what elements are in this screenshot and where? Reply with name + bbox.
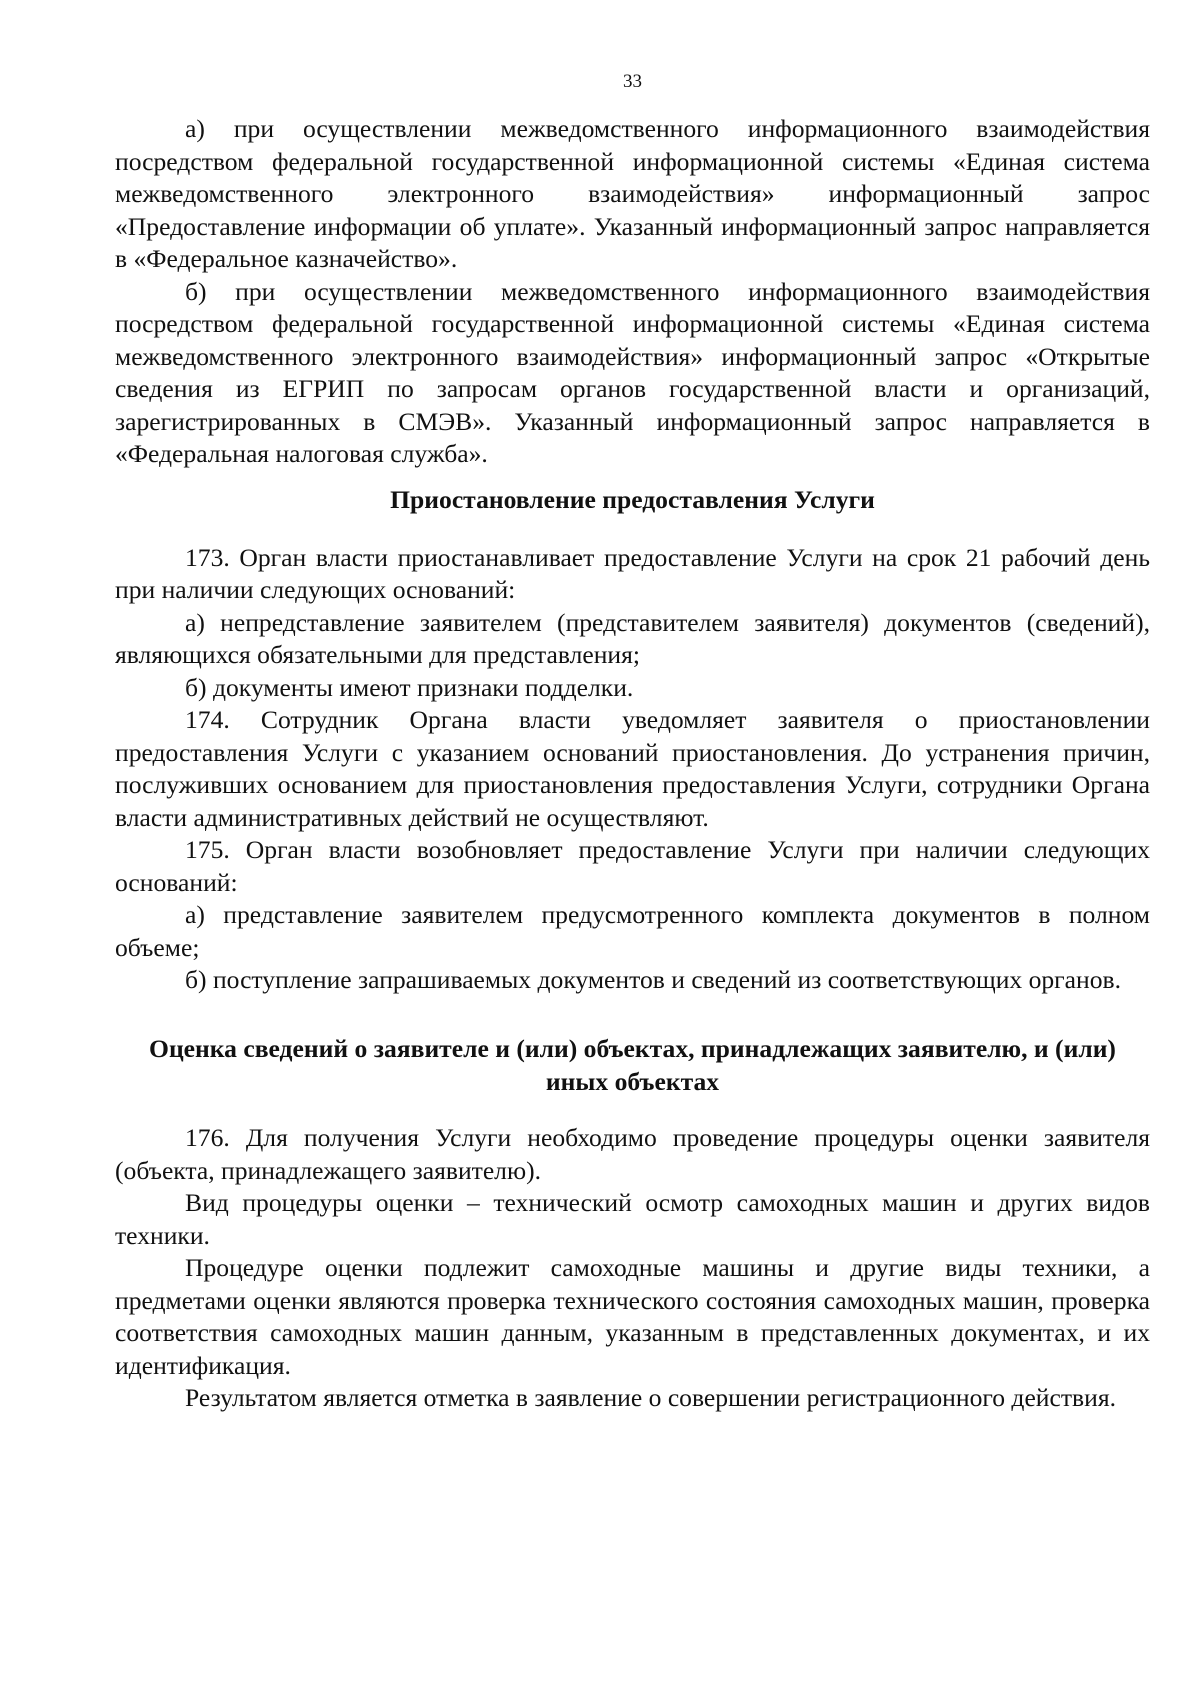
paragraph-assessment-subject: Процедуре оценки подлежит самоходные машины и другие виды техники, а предметами оценки являются проверка технического состояния самоходных машин, проверка соответствия самоходных машин данным, указанным в представленных документах, и их идентификация. bbox=[115, 1253, 1150, 1380]
section-interagency-requests bbox=[115, 113, 1150, 471]
paragraph-174: 174. Сотрудник Органа власти уведомляет заявителя о приостановлении предоставления Услуги с указанием оснований приостановления. До устранения причин, послуживших основанием для приостановления предоставления Услуги, сотрудники Органа власти административных действий не осуществляют. bbox=[115, 705, 1150, 832]
paragraph-173-a: а) непредставление заявителем (представителем заявителя) документов (сведений), являющихся обязательными для представления; bbox=[115, 607, 1150, 669]
paragraph-173: 173. Орган власти приостанавливает предоставление Услуги на срок 21 рабочий день при наличии следующих оснований: bbox=[115, 542, 1150, 604]
heading-suspension: Приостановление предоставления Услуги bbox=[390, 485, 875, 514]
paragraph-assessment-type: Вид процедуры оценки – технический осмотр самоходных машин и других видов техники. bbox=[115, 1188, 1150, 1250]
section-applicant-assessment bbox=[115, 1033, 1150, 1415]
paragraph-173-b: б) документы имеют признаки подделки. bbox=[185, 672, 634, 702]
heading-applicant-assessment: Оценка сведений о заявителе и (или) объектах, принадлежащих заявителю, и (или) иных объектах bbox=[149, 1034, 1116, 1096]
page-number: 33 bbox=[623, 71, 642, 92]
paragraph-a-treasury-request: а) при осуществлении межведомственного информационного взаимодействия посредством федеральной государственной информационной системы «Единая система межведомственного электронного взаимодействия» информационный запрос «Предоставление информации об уплате». Указанный информационный запрос направляется в «Федеральное казначейство». bbox=[115, 114, 1150, 273]
paragraph-175-a: а) представление заявителем предусмотренного комплекта документов в полном объеме; bbox=[115, 900, 1150, 962]
paragraph-176: 176. Для получения Услуги необходимо проведение процедуры оценки заявителя (объекта, принадлежащего заявителю). bbox=[115, 1123, 1150, 1185]
paragraph-175-b: б) поступление запрашиваемых документов и сведений из соответствующих органов. bbox=[185, 965, 1122, 994]
paragraph-assessment-result: Результатом является отметка в заявление о совершении регистрационного действия. bbox=[185, 1383, 1116, 1412]
section-suspension bbox=[115, 484, 1150, 997]
paragraph-175: 175. Орган власти возобновляет предоставление Услуги при наличии следующих оснований: bbox=[115, 835, 1150, 897]
paragraph-b-tax-service-request: б) при осуществлении межведомственного информационного взаимодействия посредством федеральной государственной информационной системы «Единая система межведомственного электронного взаимодействия» информационный запрос «Открытые сведения из ЕГРИП по запросам органов государственной власти и организаций, зарегистрированных в СМЭВ». Указанный информационный запрос направляется в «Федеральная налоговая служба». bbox=[115, 276, 1150, 468]
